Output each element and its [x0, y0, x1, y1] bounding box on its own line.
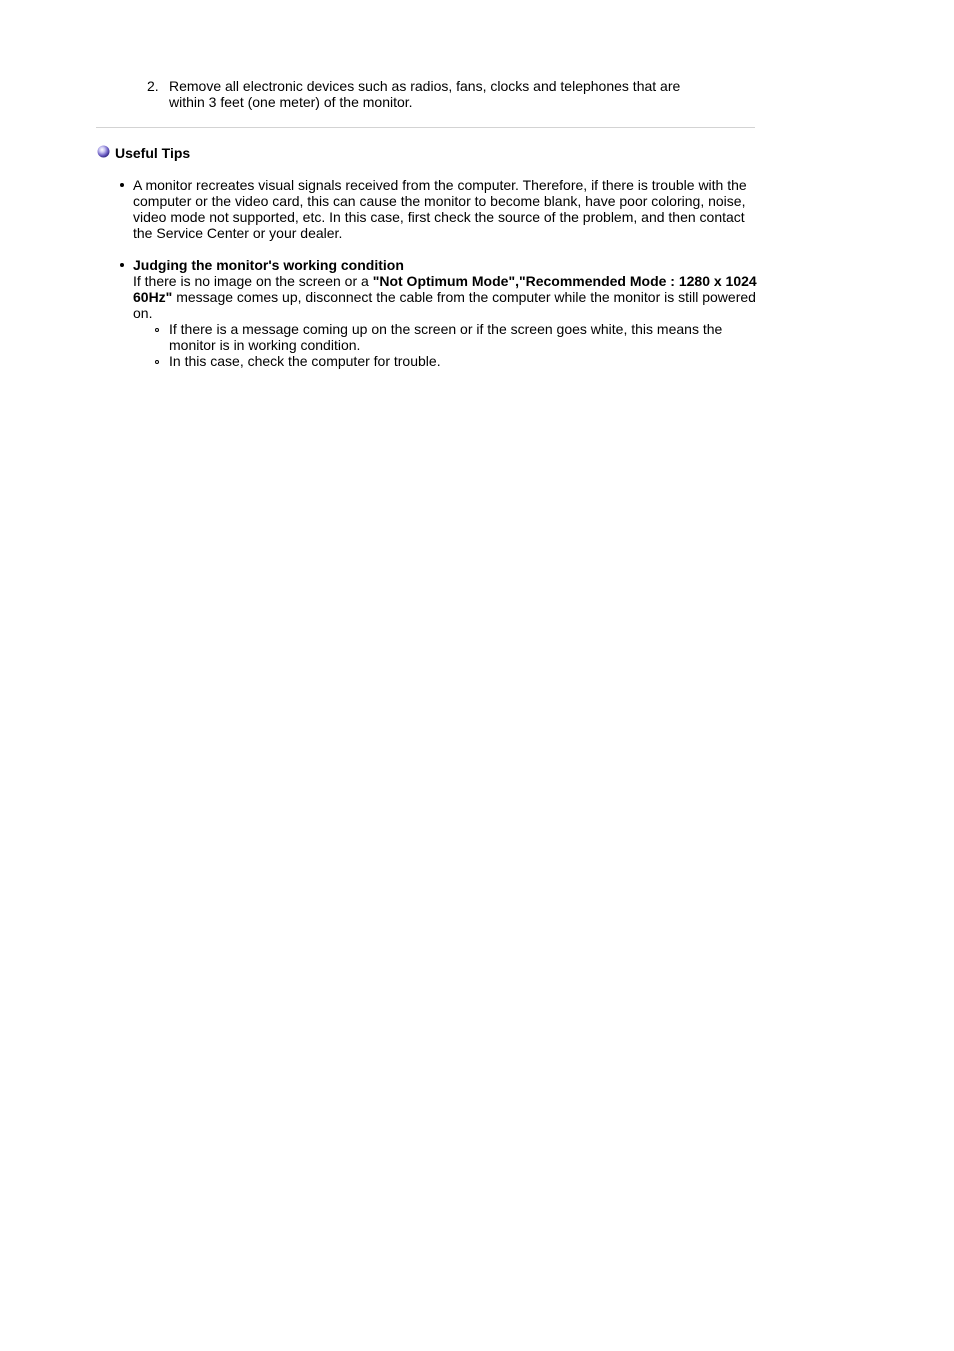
bullet-circle — [155, 328, 159, 332]
tip-text-after: message comes up, disconnect the cable from the computer while the monitor is still powered on. — [133, 289, 756, 321]
sublist-item — [133, 353, 757, 369]
tips-list — [117, 177, 757, 369]
tip-title: Judging the monitor's working condition — [133, 257, 404, 273]
list-number: 2. — [147, 78, 159, 94]
useful-tips-heading — [97, 145, 190, 161]
section-title: Useful Tips — [115, 145, 191, 161]
purple-orb-icon — [97, 145, 110, 161]
ordered-list-item-2 — [142, 78, 712, 110]
tip-bold-message: "Not Optimum Mode","Recommended Mode : 1280 x 1024 60Hz" — [133, 273, 757, 305]
sublist-item — [133, 321, 757, 353]
bullet-circle — [155, 360, 159, 364]
tip-sublist — [133, 321, 757, 369]
sublist-item-text: If there is a message coming up on the screen or if the screen goes white, this means the monitor is in working condition. — [169, 321, 723, 353]
bullet-disc — [120, 263, 124, 267]
sublist-item-text: In this case, check the computer for trouble. — [169, 353, 441, 369]
tip-text: A monitor recreates visual signals received from the computer. Therefore, if there is trouble with the computer or the video card, this can cause the monitor to become blank, have poor coloring, noise, video mode not supported, etc. In this case, first check the source of the problem, and then contact the Service Center or your dealer. — [133, 177, 747, 241]
bullet-disc — [120, 183, 124, 187]
tip-body — [133, 273, 757, 321]
tip-item-monitor-signals — [117, 177, 757, 241]
tip-item-working-condition — [117, 257, 757, 369]
tip-text-before: If there is no image on the screen or a — [133, 273, 373, 289]
list-item-text: Remove all electronic devices such as radios, fans, clocks and telephones that are within 3 feet (one meter) of the monitor. — [169, 78, 681, 110]
section-divider — [96, 127, 755, 128]
